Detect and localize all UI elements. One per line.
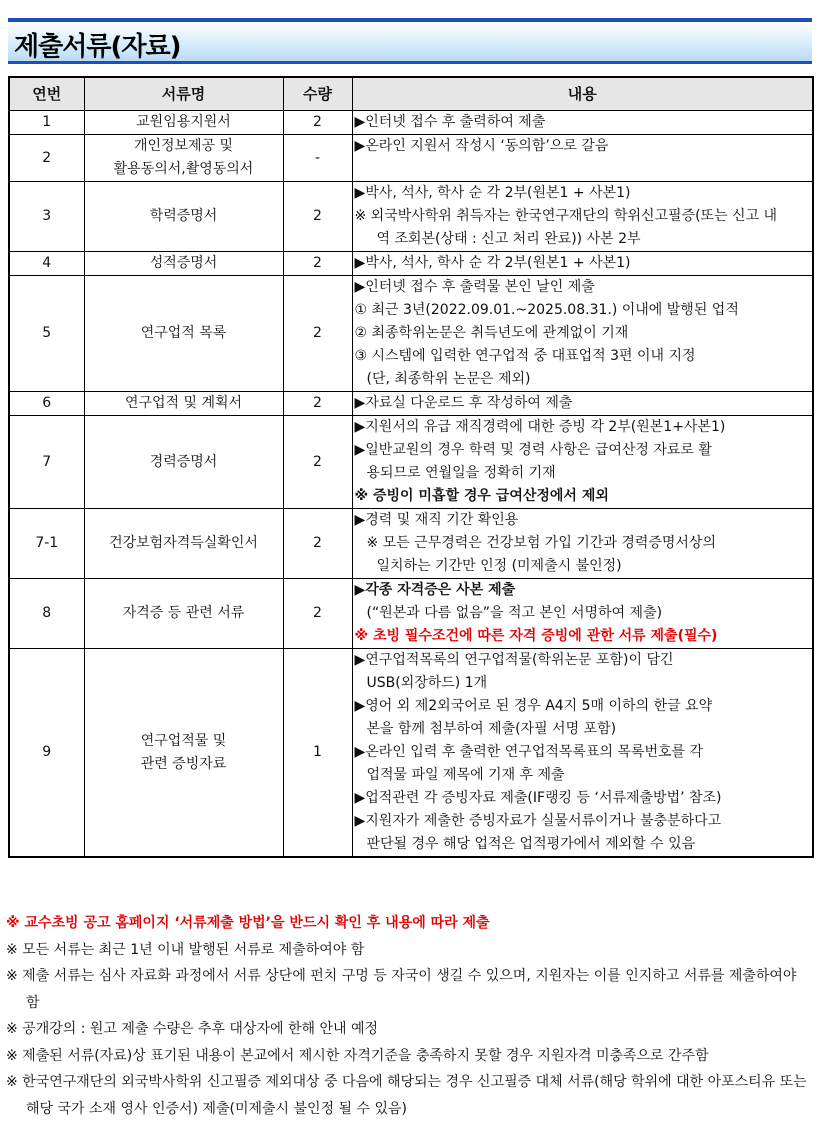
page-title: 제출서류(자료) xyxy=(14,32,181,62)
content-line: ※ 증빙이 미흡할 경우 급여산정에서 제외 xyxy=(354,488,609,504)
content-line: (단, 최종학위 논문은 제외) xyxy=(366,371,531,387)
table-row xyxy=(9,276,813,392)
header-content: 내용 xyxy=(352,77,813,111)
document-name-line: 건강보험자격득실확인서 xyxy=(109,535,258,551)
note-item: ※ 공개강의 : 원고 제출 수량은 추후 대상자에 한해 안내 예정 xyxy=(6,1021,378,1037)
row-number: 2 xyxy=(9,135,84,182)
note-item: ※ 제출된 서류(자료)상 표기된 내용이 본교에서 제시한 자격기준을 충족하지 못할 경우 지원자격 미충족으로 간주함 xyxy=(6,1047,709,1064)
document-name xyxy=(84,579,283,649)
row-number: 8 xyxy=(9,579,84,649)
page-title-bar xyxy=(8,18,812,64)
content-cell xyxy=(352,416,813,509)
note-item: ※ 교수초빙 공고 홈페이지 ‘서류제출 방법’을 반드시 확인 후 내용에 따라 제출 xyxy=(6,915,490,931)
content-cell xyxy=(352,649,813,858)
document-name-line: 경력증명서 xyxy=(149,453,218,470)
content-line: ▶인터넷 접수 후 출력하여 제출 xyxy=(354,114,546,130)
row-number: 7-1 xyxy=(9,509,84,579)
note-item: ※ 모든 서류는 최근 1년 이내 발행된 서류로 제출하여야 함 xyxy=(6,941,365,958)
quantity: 2 xyxy=(283,579,352,649)
content-line: ▶인터넷 접수 후 출력물 본인 날인 제출 xyxy=(354,279,595,295)
document-name xyxy=(84,182,283,252)
content-line: ② 최종학위논문은 취득년도에 관계없이 기재 xyxy=(354,325,629,341)
content-cell xyxy=(352,509,813,579)
quantity: 2 xyxy=(283,509,352,579)
content-line: 일치하는 기간만 인정 (미제출시 불인정) xyxy=(376,558,622,574)
content-line: ▶자료실 다운로드 후 작성하여 제출 xyxy=(354,395,573,411)
content-line: ▶업적관련 각 증빙자료 제출(IF랭킹 등 ‘서류제출방법’ 참조) xyxy=(354,790,722,806)
header-doc-name: 서류명 xyxy=(84,77,283,111)
content-line: ▶경력 및 재직 기간 확인용 xyxy=(354,512,519,528)
table-row xyxy=(9,579,813,649)
content-line: USB(외장하드) 1개 xyxy=(366,675,488,691)
note-item: ※ 한국연구재단의 외국박사학위 신고필증 제외대상 중 다음에 해당되는 경우 신고필증 대체 서류(해당 학위에 대한 아포스티유 또는 해당 국가 소재 영사 인증서) 제출(미제출시 불인정 될 수 있음) xyxy=(6,1074,807,1117)
table-row xyxy=(9,416,813,509)
content-line: ▶온라인 입력 후 출력한 연구업적목록표의 목록번호를 각 xyxy=(354,744,704,760)
table-row xyxy=(9,392,813,416)
document-name-line: 연구업적물 및 xyxy=(140,732,227,749)
content-line: 판단될 경우 해당 업적은 업적평가에서 제외할 수 있음 xyxy=(366,836,696,852)
content-line: ※ 초빙 필수조건에 따른 자격 증빙에 관한 서류 제출(필수) xyxy=(354,628,718,644)
header-qty: 수량 xyxy=(283,77,352,111)
content-line: ▶박사, 석사, 학사 순 각 2부(원본1 + 사본1) xyxy=(354,255,631,271)
table-row xyxy=(9,509,813,579)
table-row xyxy=(9,182,813,252)
row-number: 5 xyxy=(9,276,84,392)
content-line: 업적물 파일 제목에 기재 후 제출 xyxy=(366,767,565,783)
document-name-line: 개인정보제공 및 xyxy=(133,138,234,154)
content-cell xyxy=(352,579,813,649)
content-cell xyxy=(352,276,813,392)
quantity: 2 xyxy=(283,392,352,416)
document-name-line: 활용동의서,촬영동의서 xyxy=(113,161,254,177)
row-number: 9 xyxy=(9,649,84,858)
document-name xyxy=(84,649,283,858)
document-name xyxy=(84,509,283,579)
content-line: 용되므로 연월일을 정확히 기재 xyxy=(366,465,556,481)
content-line: ① 최근 3년(2022.09.01.~2025.08.31.) 이내에 발행된 업적 xyxy=(354,302,739,318)
content-line: ③ 시스템에 입력한 연구업적 중 대표업적 3편 이내 지정 xyxy=(354,348,696,364)
document-name xyxy=(84,392,283,416)
content-line: ▶지원서의 유급 재직경력에 대한 증빙 각 2부(원본1+사본1) xyxy=(354,419,726,435)
row-number: 1 xyxy=(9,111,84,135)
document-name xyxy=(84,416,283,509)
documents-table xyxy=(8,76,814,858)
quantity: 1 xyxy=(283,649,352,858)
document-name-line: 관련 증빙자료 xyxy=(140,755,227,772)
content-line: ▶일반교원의 경우 학력 및 경력 사항은 급여산정 자료로 활 xyxy=(354,442,712,458)
table-row xyxy=(9,649,813,858)
document-name-line: 교원임용지원서 xyxy=(136,114,231,130)
content-cell xyxy=(352,392,813,416)
row-number: 6 xyxy=(9,392,84,416)
row-number: 4 xyxy=(9,252,84,276)
quantity: 2 xyxy=(283,111,352,135)
note-item: ※ 제출 서류는 심사 자료화 과정에서 서류 상단에 펀치 구멍 등 자국이 생길 수 있으며, 지원자는 이를 인지하고 서류를 제출하여야 함 xyxy=(6,968,797,1011)
document-name xyxy=(84,276,283,392)
row-number: 7 xyxy=(9,416,84,509)
document-name xyxy=(84,135,283,182)
content-line: ※ 외국박사학위 취득자는 한국연구재단의 학위신고필증(또는 신고 내 xyxy=(354,208,778,224)
content-line: ▶영어 외 제2외국어로 된 경우 A4지 5매 이하의 한글 요약 xyxy=(354,698,713,714)
content-line: (“원본과 다름 없음”을 적고 본인 서명하여 제출) xyxy=(366,605,663,621)
content-line: ▶박사, 석사, 학사 순 각 2부(원본1 + 사본1) xyxy=(354,185,631,201)
content-line: ▶지원자가 제출한 증빙자료가 실물서류이거나 불충분하다고 xyxy=(354,813,722,829)
content-line: 본을 함께 첨부하여 제출(자필 서명 포함) xyxy=(366,721,617,737)
document-name-line: 자격증 등 관련 서류 xyxy=(122,605,245,621)
document-name-line: 연구업적 목록 xyxy=(140,325,227,341)
document-name xyxy=(84,111,283,135)
content-line: ▶연구업적목록의 연구업적물(학위논문 포함)이 담긴 xyxy=(354,652,674,668)
content-cell xyxy=(352,111,813,135)
table-row xyxy=(9,252,813,276)
table-header-row xyxy=(9,77,813,111)
quantity: 2 xyxy=(283,182,352,252)
row-number: 3 xyxy=(9,182,84,252)
content-line: 역 조회본(상태 : 신고 처리 완료)) 사본 2부 xyxy=(376,231,641,247)
quantity: 2 xyxy=(283,276,352,392)
notes-section xyxy=(6,910,814,1122)
document-name-line: 연구업적 및 계획서 xyxy=(124,395,243,411)
document-name xyxy=(84,252,283,276)
content-cell xyxy=(352,182,813,252)
table-row xyxy=(9,135,813,182)
document-name-line: 성적증명서 xyxy=(149,255,218,271)
content-line: ▶각종 자격증은 사본 제출 xyxy=(354,582,516,598)
content-line: ▶온라인 지원서 작성시 ‘동의함’으로 갈음 xyxy=(354,138,609,154)
quantity: 2 xyxy=(283,252,352,276)
content-line: ※ 모든 근무경력은 건강보험 가입 기간과 경력증명서상의 xyxy=(366,535,716,551)
document-name-line: 학력증명서 xyxy=(149,208,218,224)
content-cell xyxy=(352,135,813,182)
content-cell xyxy=(352,252,813,276)
header-no: 연번 xyxy=(9,77,84,111)
quantity: 2 xyxy=(283,416,352,509)
table-row xyxy=(9,111,813,135)
quantity: - xyxy=(283,135,352,182)
